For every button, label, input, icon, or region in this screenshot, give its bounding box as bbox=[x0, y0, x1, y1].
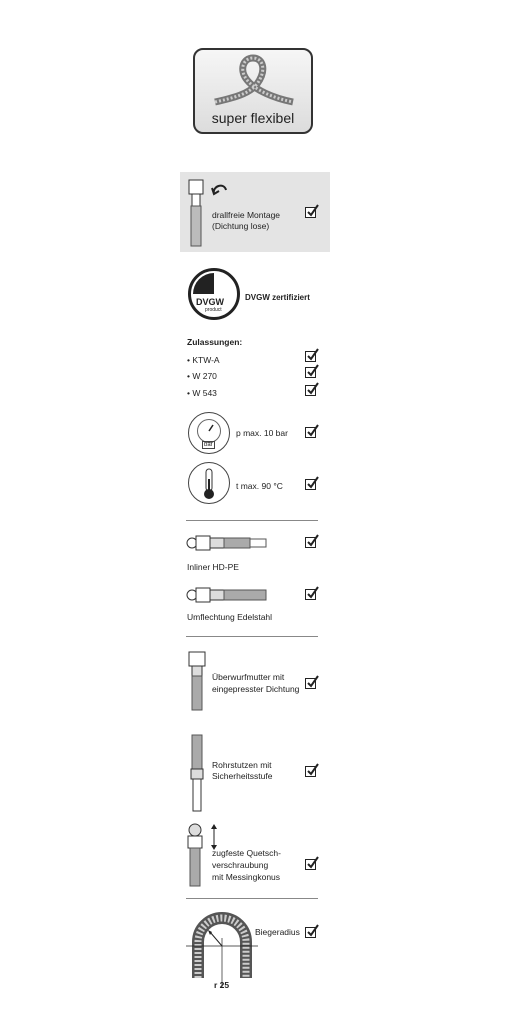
thermometer-icon bbox=[188, 462, 230, 504]
braid-label: Umflechtung Edelstahl bbox=[187, 612, 273, 622]
hose-horizontal-icon bbox=[186, 533, 268, 553]
checkmark-icon bbox=[305, 856, 319, 870]
pressure-label: p max. 10 bar bbox=[236, 428, 288, 438]
dvgw-logo-sub: product bbox=[205, 307, 222, 313]
gauge-text: bar bbox=[204, 442, 213, 448]
checkmark-icon bbox=[305, 763, 319, 777]
pipe-line2: Sicherheitsstufe bbox=[212, 771, 273, 781]
nut-line2: eingepresster Dichtung bbox=[212, 684, 300, 694]
inliner-label: Inliner HD-PE bbox=[187, 562, 239, 572]
temperature-label: t max. 90 °C bbox=[236, 481, 283, 491]
gauge-icon bbox=[188, 412, 230, 454]
zulassungen-heading: Zulassungen: bbox=[187, 337, 243, 347]
checkmark-icon bbox=[305, 364, 319, 378]
checkmark-icon bbox=[305, 534, 319, 548]
pipe-line1: Rohrstutzen mit bbox=[212, 760, 272, 770]
checkmark-icon bbox=[305, 348, 319, 362]
bend-radius: r 25 bbox=[214, 980, 230, 990]
zulassung-item: • W 270 bbox=[187, 371, 217, 381]
bend-radius-icon bbox=[186, 908, 258, 990]
hose-horizontal-icon bbox=[186, 585, 268, 605]
checkmark-icon bbox=[305, 204, 319, 218]
divider bbox=[186, 520, 318, 521]
pipe-stub-icon bbox=[186, 733, 208, 813]
montage-line2: (Dichtung lose) bbox=[212, 221, 270, 231]
dvgw-logo-icon bbox=[188, 268, 240, 320]
compression-line3: mit Messingkonus bbox=[212, 872, 281, 882]
checkmark-icon bbox=[305, 424, 319, 438]
compression-line1: zugfeste Quetsch- bbox=[212, 848, 281, 858]
badge-label: super flexibel bbox=[211, 110, 295, 126]
dvgw-logo-text: DVGW bbox=[196, 297, 224, 307]
zulassung-item: • KTW-A bbox=[187, 355, 220, 365]
compression-line2: verschraubung bbox=[212, 860, 269, 870]
divider bbox=[186, 898, 318, 899]
checkmark-icon bbox=[305, 924, 319, 938]
bend-label: Biegeradius bbox=[255, 927, 300, 937]
divider bbox=[186, 636, 318, 637]
rotate-arrow-icon bbox=[210, 180, 230, 200]
checkmark-icon bbox=[305, 586, 319, 600]
nut-line1: Überwurfmutter mit bbox=[212, 672, 285, 682]
nut-fitting-icon bbox=[186, 650, 208, 712]
dvgw-label: DVGW zertifiziert bbox=[245, 293, 310, 302]
checkmark-icon bbox=[305, 675, 319, 689]
zulassung-item: • W 543 bbox=[187, 388, 217, 398]
checkmark-icon bbox=[305, 382, 319, 396]
super-flexibel-badge bbox=[193, 48, 313, 134]
checkmark-icon bbox=[305, 476, 319, 490]
fitting-icon bbox=[186, 178, 206, 248]
montage-line1: drallfreie Montage bbox=[212, 210, 281, 220]
hose-loop-icon bbox=[213, 54, 295, 110]
